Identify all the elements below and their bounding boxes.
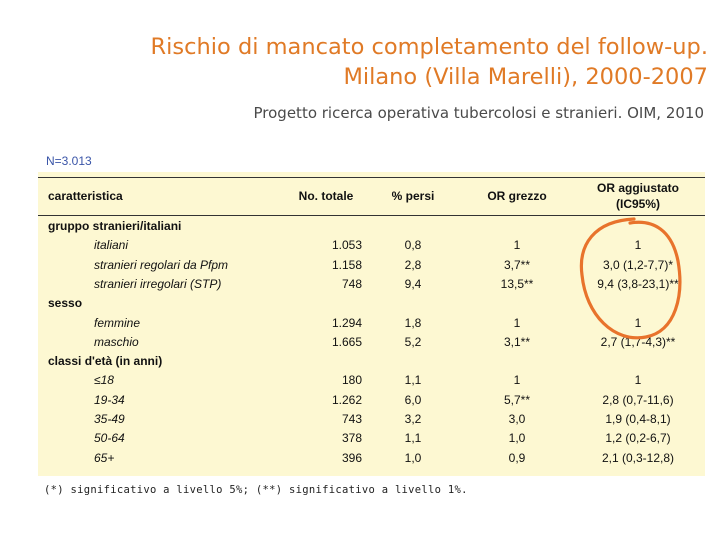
sample-size-label: N=3.013 (46, 154, 92, 168)
row-or-aggiustato: 2,7 (1,7-4,3)** (600, 334, 676, 349)
row-pct-persi: 5,2 (404, 334, 422, 349)
row-total: 743 (341, 412, 362, 426)
row-name: ≤18 (94, 373, 114, 388)
row-name: 35-49 (94, 412, 125, 426)
row-or-grezzo: 3,0 (508, 412, 526, 426)
group-label: classi d'età (in anni) (48, 354, 163, 369)
row-name: stranieri irregolari (STP) (94, 276, 222, 291)
row-pct-persi: 1,0 (404, 450, 422, 465)
row-or-aggiustato: 2,1 (0,3-12,8) (601, 450, 675, 465)
row-or-grezzo: 3,1** (503, 334, 531, 349)
row-pct-persi: 1,8 (404, 315, 422, 330)
row-or-grezzo: 0,9 (508, 450, 526, 465)
title-line-1: Rischio di mancato completamento del follow-up. (150, 34, 708, 60)
annotation-circle (574, 215, 684, 355)
row-total: 1.665 (331, 334, 362, 349)
slide-title (68, 32, 708, 92)
row-pct-persi: 0,8 (404, 238, 422, 253)
header-or-aggiustato: OR aggiustato (596, 181, 679, 195)
row-total: 748 (341, 276, 362, 291)
footnote: (*) significativo a livello 5%; (**) significativo a livello 1%. (44, 484, 468, 496)
row-or-aggiustato: 3,0 (1,2-7,7)* (602, 257, 674, 272)
header-caratteristica: caratteristica (48, 189, 123, 203)
row-name: italiani (94, 238, 129, 253)
annotation-circle-stroke (581, 219, 679, 338)
row-name: 19-34 (94, 392, 125, 407)
row-total: 1.262 (331, 392, 362, 407)
header-no-totale: No. totale (298, 189, 354, 203)
slide-subtitle: Progetto ricerca operativa tubercolosi e stranieri. OIM, 2010 (253, 104, 704, 122)
row-pct-persi: 6,0 (404, 392, 422, 407)
row-pct-persi: 2,8 (404, 257, 422, 272)
row-name: 50-64 (94, 431, 125, 446)
row-or-aggiustato: 1,2 (0,2-6,7) (605, 431, 671, 446)
row-total: 378 (341, 431, 362, 446)
row-or-grezzo: 13,5** (500, 276, 534, 291)
header-top-rule (38, 177, 705, 178)
row-name: maschio (94, 334, 139, 349)
row-total: 1.158 (331, 257, 362, 272)
row-or-grezzo: 3,7** (503, 257, 531, 272)
row-name: femmine (94, 315, 141, 330)
row-or-aggiustato: 1 (634, 373, 642, 388)
group-label: gruppo stranieri/italiani (48, 219, 182, 233)
row-or-grezzo: 1 (513, 315, 521, 330)
title-line-2: Milano (Villa Marelli), 2000-2007 (343, 64, 708, 90)
row-pct-persi: 3,2 (404, 412, 422, 426)
header-pct-persi: % persi (391, 189, 435, 203)
row-name: 65+ (94, 450, 115, 465)
row-or-aggiustato: 1,9 (0,4-8,1) (605, 412, 671, 426)
row-pct-persi: 9,4 (404, 276, 422, 291)
row-total: 1.294 (331, 315, 362, 330)
row-name: stranieri regolari da Pfpm (94, 257, 229, 272)
row-or-grezzo: 1,0 (508, 431, 526, 446)
row-total: 180 (341, 373, 362, 388)
row-or-aggiustato: 1 (634, 315, 642, 330)
row-or-aggiustato: 1 (634, 238, 642, 253)
row-or-grezzo: 1 (513, 238, 521, 253)
row-or-grezzo: 1 (513, 373, 521, 388)
header-ic95: (IC95%) (615, 197, 660, 211)
row-or-grezzo: 5,7** (503, 392, 531, 407)
header-or-grezzo: OR grezzo (487, 189, 547, 203)
row-total: 1.053 (331, 238, 362, 253)
row-or-aggiustato: 2,8 (0,7-11,6) (602, 392, 674, 407)
row-pct-persi: 1,1 (404, 431, 422, 446)
row-pct-persi: 1,1 (404, 373, 422, 388)
row-total: 396 (341, 450, 362, 465)
row-or-aggiustato: 9,4 (3,8-23,1)** (597, 276, 679, 291)
group-label: sesso (48, 296, 83, 311)
